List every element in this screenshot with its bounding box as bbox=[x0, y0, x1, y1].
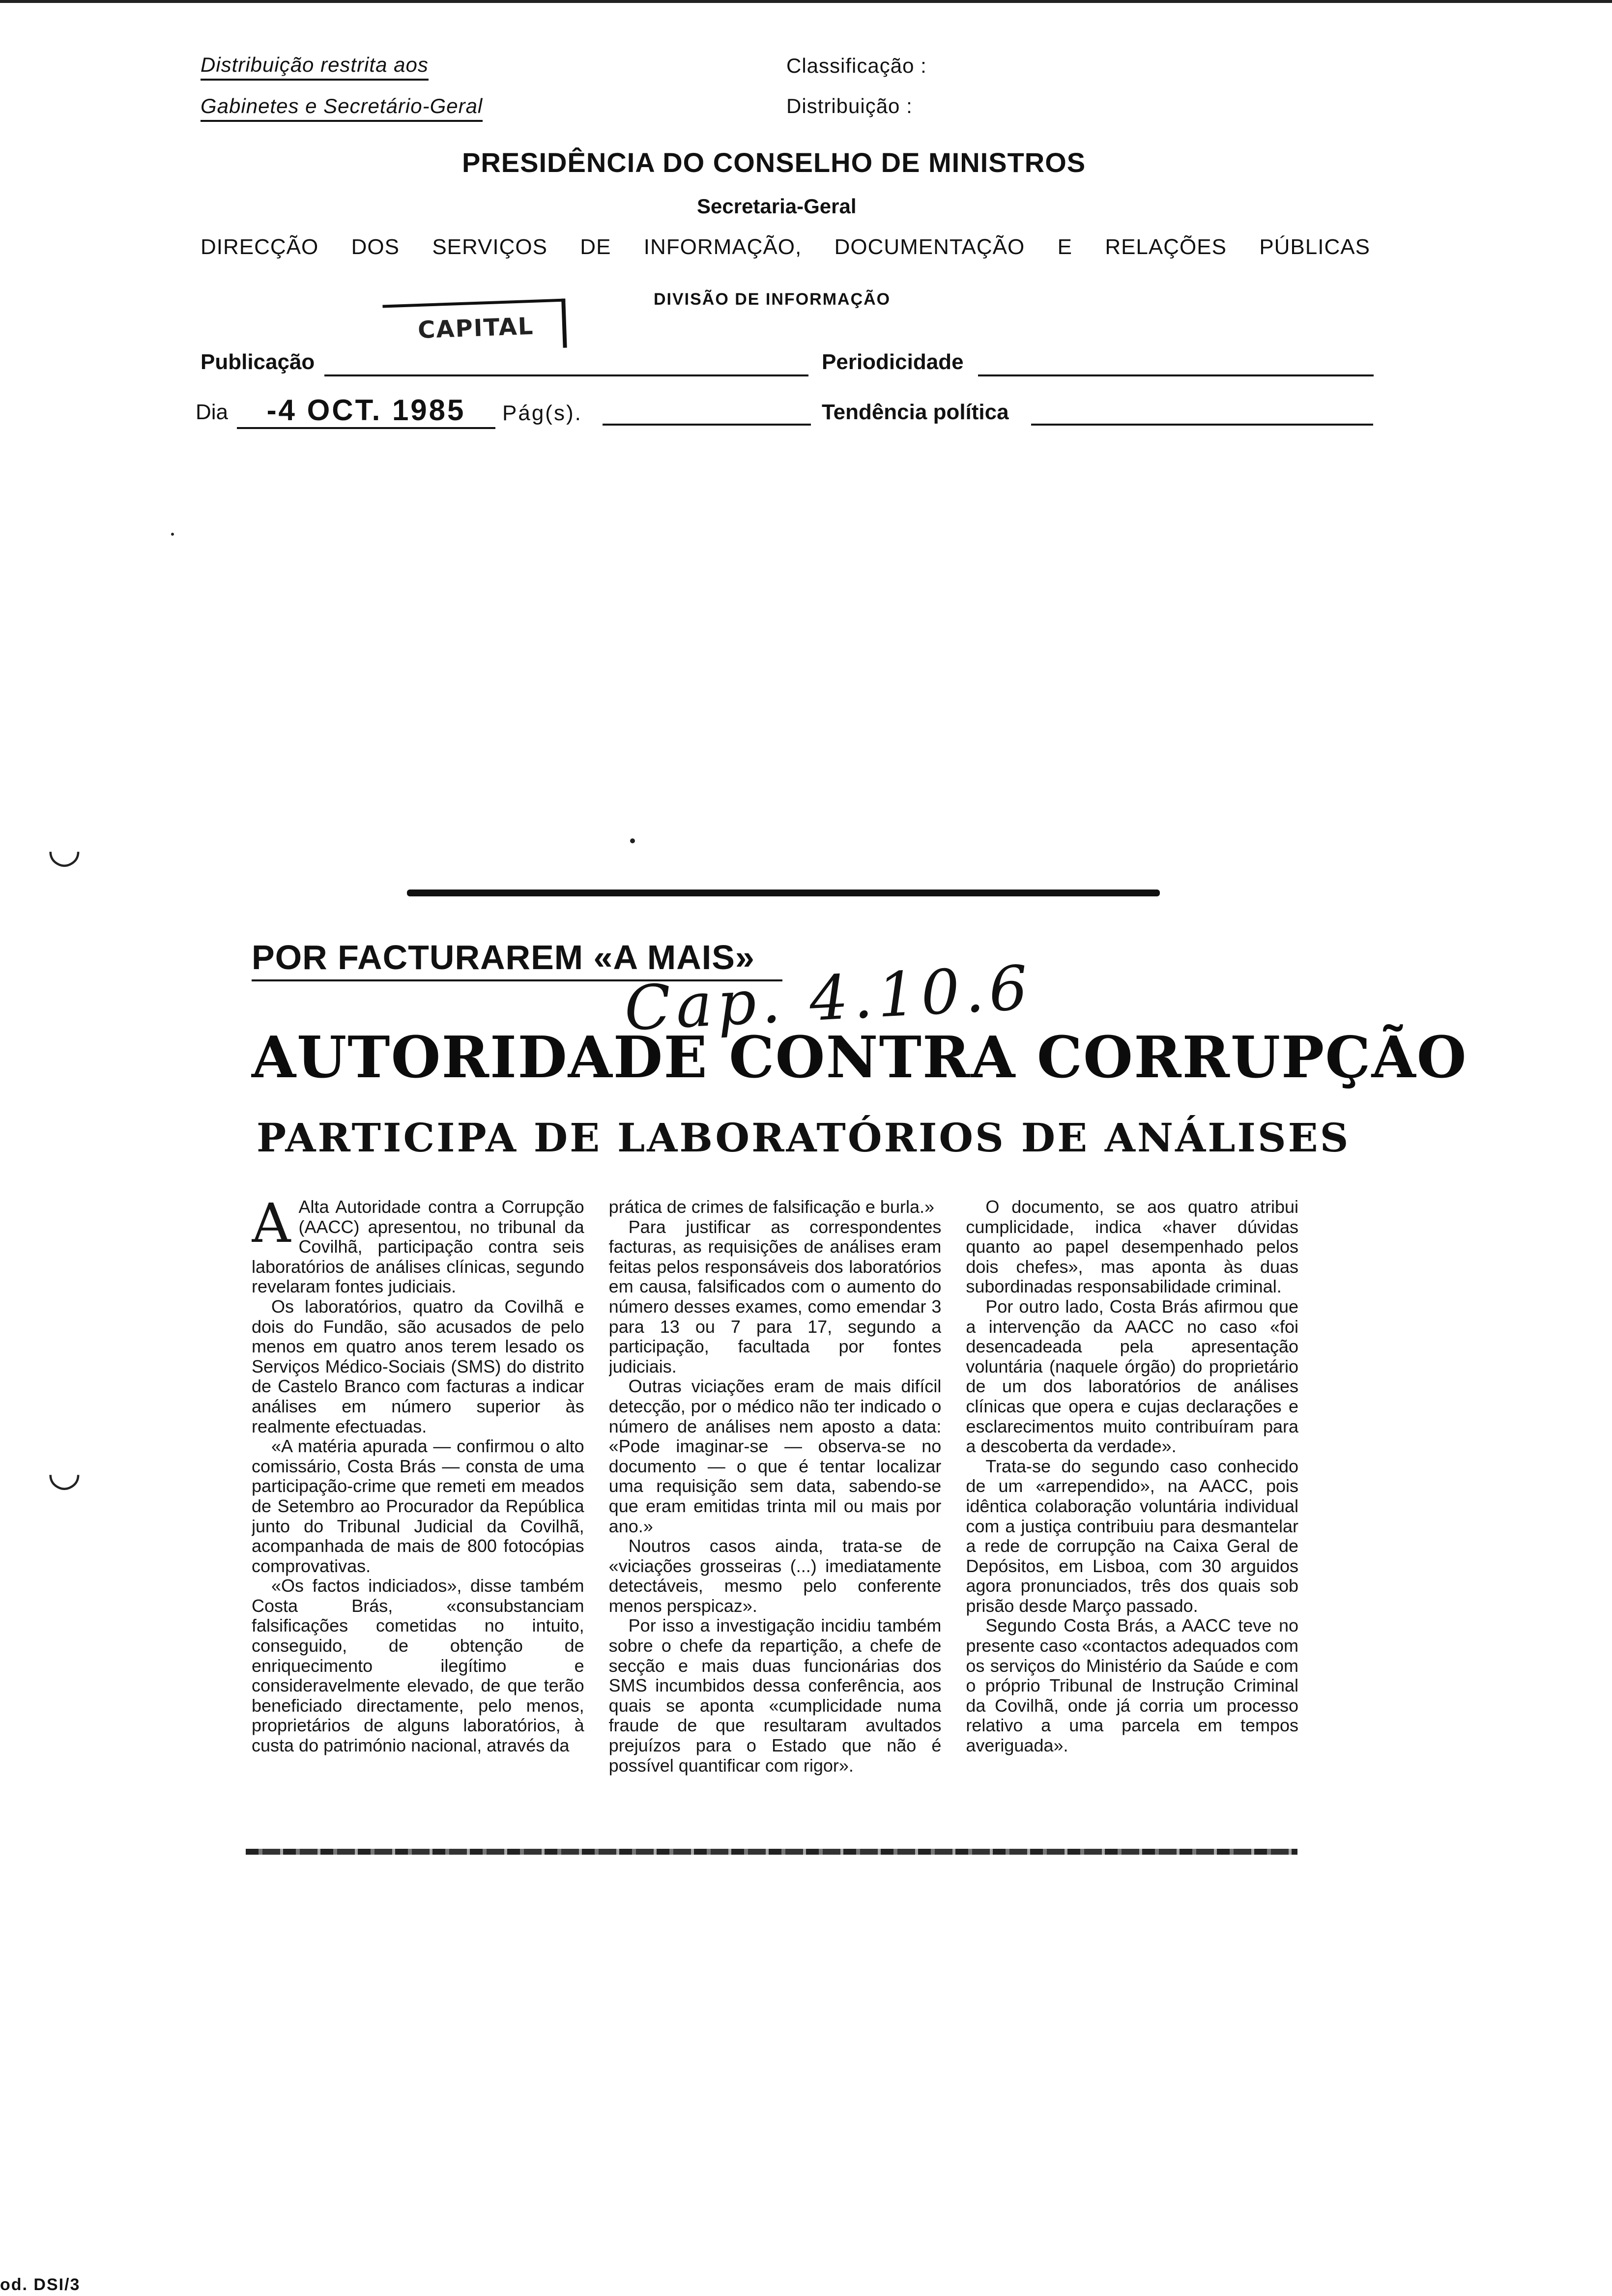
pag-field-line bbox=[603, 424, 811, 426]
article-column-3 bbox=[966, 1197, 1298, 1841]
article-bottom-rule bbox=[246, 1849, 1297, 1855]
article-paragraph: Outras viciações eram de mais difícil detecção, por o médico não ter indicado o número de análises nem aposto a data: «Pode imaginar-se — observa-se no documento — o que é tentar localizar uma requisição sem data, sabendo-se que eram emitidas trinta mil ou mais por ano.» bbox=[608, 1376, 942, 1536]
divisao-heading: DIVISÃO DE INFORMAÇÃO bbox=[654, 290, 891, 309]
article-body bbox=[252, 1197, 1298, 1841]
article-paragraph: Alta Autoridade contra a Corrupção (AACC) apresentou, no tribunal da Covilhã, participação contra seis laboratórios de análises clínicas, segundo revelaram fontes judiciais. bbox=[252, 1197, 584, 1297]
scan-mark: ◡ bbox=[47, 827, 82, 870]
page-title: PRESIDÊNCIA DO CONSELHO DE MINISTROS bbox=[462, 147, 1086, 178]
direccao-word: PÚBLICAS bbox=[1259, 235, 1370, 259]
article-paragraph: Segundo Costa Brás, a AACC teve no presente caso «contactos adequados com os serviços do Ministério da Saúde e com o próprio Tribunal de Instrução Criminal da Covilhã, onde já corria um processo relativo a uma parcela em tempos averiguada». bbox=[966, 1615, 1299, 1756]
pag-label: Pág(s). bbox=[502, 401, 582, 425]
article-paragraph: Trata-se do segundo caso conhecido de um «arrependido», na AACC, pois idêntica colaboração voluntária individual com a justiça contribuiu para desmantelar a rede de corrupção na Caixa Geral de Depósitos, em Lisboa, com 30 arguidos agora pronunciados, três dos quais sob prisão desde Março passado. bbox=[966, 1456, 1299, 1616]
scan-speck bbox=[630, 838, 635, 843]
direccao-heading bbox=[201, 235, 1370, 259]
classificacao-label: Classificação : bbox=[786, 54, 927, 77]
article-paragraph: «A matéria apurada — confirmou o alto comissário, Costa Brás — consta de uma participação-crime que remeti em meados de Setembro ao Procurador da República junto do Tribunal Judicial da Covilhã, acompanhada de mais de 800 fotocópias comprovativas. bbox=[252, 1436, 584, 1576]
scan-mark: ◡ bbox=[47, 1450, 82, 1493]
direccao-word: E bbox=[1057, 235, 1072, 259]
periodicidade-field-line bbox=[978, 374, 1374, 376]
article-paragraph: Por isso a investigação incidiu também sobre o chefe da repartição, a chefe de secção e mais duas funcionárias dos SMS incumbidos dessa conferência, aos quais se aponta «cumplicidade numa fraude de que resultaram avultados prejuízos para o Estado que não é possível quantificar com rigor». bbox=[608, 1615, 942, 1776]
article-paragraph: O documento, se aos quatro atribui cumplicidade, indica «haver dúvidas quanto ao papel desempenhado pelos dois chefes», mas aponta às duas subordinadas responsabilidade criminal. bbox=[966, 1197, 1299, 1297]
distribution-restriction-line-1: Distribuição restrita aos bbox=[201, 53, 429, 81]
article-paragraph: prática de crimes de falsificação e burla.» bbox=[608, 1197, 934, 1217]
publication-stamp: CAPITAL bbox=[382, 299, 567, 354]
date-stamp: -4 OCT. 1985 bbox=[237, 393, 495, 429]
direccao-word: SERVIÇOS bbox=[432, 235, 547, 259]
article-paragraph: Noutros casos ainda, trata-se de «viciações grosseiras (...) imediatamente detectáveis, mesmo pelo conferente menos perspicaz». bbox=[608, 1536, 942, 1616]
direccao-word: RELAÇÕES bbox=[1105, 235, 1227, 259]
direccao-word: DOCUMENTAÇÃO bbox=[834, 235, 1025, 259]
scan-speck bbox=[171, 533, 174, 536]
distribuicao-label: Distribuição : bbox=[786, 94, 913, 117]
article-top-rule bbox=[407, 890, 1160, 896]
tendencia-field-line bbox=[1031, 424, 1373, 426]
publicacao-field-line bbox=[324, 374, 808, 376]
dia-label: Dia bbox=[196, 400, 229, 424]
article-paragraph: Por outro lado, Costa Brás afirmou que a intervenção da AACC no caso «foi desencadeada pela apresentação voluntária (naquele órgão) do proprietário de um dos laboratórios de análises clínicas que opera e cujas declarações e esclarecimentos muito contribuíram para a descoberta da verdade». bbox=[966, 1296, 1299, 1457]
drop-cap: A bbox=[252, 1197, 291, 1255]
form-code: od. DSI/3 bbox=[0, 2275, 81, 2294]
article-kicker: POR FACTURAREM «A MAIS» bbox=[252, 938, 755, 976]
article-deck: PARTICIPA DE LABORATÓRIOS DE ANÁLISES bbox=[257, 1115, 1351, 1161]
article-column-1 bbox=[252, 1197, 584, 1841]
distribution-restriction-line-2: Gabinetes e Secretário-Geral bbox=[201, 94, 483, 122]
direccao-word: DIRECÇÃO bbox=[201, 235, 319, 259]
tendencia-label: Tendência política bbox=[822, 400, 1009, 424]
handwritten-annotation: Cap. 4.10.6 bbox=[622, 952, 1035, 1045]
top-border-line bbox=[0, 0, 1612, 3]
article-paragraph: «Os factos indiciados», disse também Costa Brás, «consubstanciam falsificações cometidas no intuito, conseguido, de obtenção de enriquecimento ilegítimo e consideravelmente elevado, de que terão beneficiado directamente, pelo menos, proprietários de alguns laboratórios, à custa do património nacional, através da bbox=[252, 1576, 584, 1756]
direccao-word: DE bbox=[580, 235, 611, 259]
article-paragraph: Para justificar as correspondentes facturas, as requisições de análises eram feitas pelos responsáveis dos laboratórios em causa, falsificados com o aumento do número desses exames, como emendar 3 para 13 ou 7 para 17, segundo a participação, facultada por fontes judiciais. bbox=[608, 1216, 942, 1377]
article-headline: AUTORIDADE CONTRA CORRUPÇÃO bbox=[252, 1024, 1468, 1091]
article-column-2 bbox=[609, 1197, 942, 1841]
publicacao-label: Publicação bbox=[201, 350, 315, 374]
direccao-word: DOS bbox=[351, 235, 400, 259]
direccao-word: INFORMAÇÃO, bbox=[643, 235, 802, 259]
periodicidade-label: Periodicidade bbox=[822, 350, 964, 374]
page-subtitle: Secretaria-Geral bbox=[697, 195, 857, 218]
article-paragraph: Os laboratórios, quatro da Covilhã e dois do Fundão, são acusados de pelo menos em quatro anos terem lesado os Serviços Médico-Sociais (SMS) do distrito de Castelo Branco com facturas a indicar análises em número superior às realmente efectuadas. bbox=[252, 1296, 584, 1436]
